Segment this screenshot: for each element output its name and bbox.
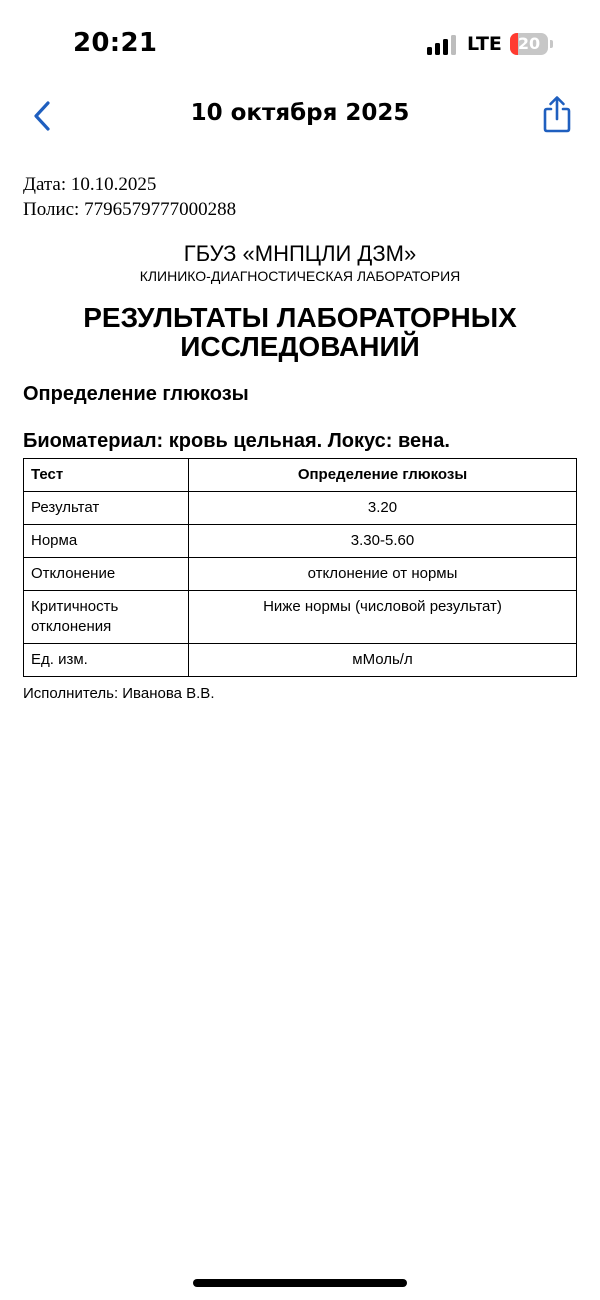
row-value: мМоль/л (189, 644, 577, 677)
table-row (24, 492, 577, 525)
policy-number: Полис: 7796579777000288 (23, 199, 237, 220)
test-section-title: Определение глюкозы (23, 383, 249, 405)
page-title: 10 октября 2025 (190, 100, 410, 126)
share-icon (540, 94, 574, 134)
cellular-signal-icon (427, 35, 459, 55)
executor-line: Исполнитель: Иванова В.В. (23, 685, 215, 702)
results-table (23, 458, 577, 677)
report-title: РЕЗУЛЬТАТЫ ЛАБОРАТОРНЫХ ИССЛЕДОВАНИЙ (83, 302, 517, 362)
home-indicator[interactable] (193, 1279, 407, 1287)
row-value: 3.20 (189, 492, 577, 525)
biomaterial-line: Биоматериал: кровь цельная. Локус: вена. (23, 430, 450, 452)
battery-level: 20 (517, 34, 541, 53)
header-test-name: Определение глюкозы (189, 459, 577, 492)
nav-bar (0, 90, 600, 142)
row-label: Результат (24, 492, 189, 525)
row-value: Ниже нормы (числовой результат) (189, 591, 577, 644)
row-value: отклонение от нормы (189, 558, 577, 591)
organization-name: ГБУЗ «МНПЦЛИ ДЗМ» (183, 241, 417, 266)
row-label: Отклонение (24, 558, 189, 591)
report-date: Дата: 10.10.2025 (23, 174, 157, 195)
table-row (24, 525, 577, 558)
share-button[interactable] (540, 94, 574, 134)
table-row (24, 644, 577, 677)
battery-icon (510, 33, 548, 55)
row-label: Норма (24, 525, 189, 558)
table-row (24, 591, 577, 644)
battery-tip (550, 40, 553, 48)
row-value: 3.30-5.60 (189, 525, 577, 558)
network-type: LTE (467, 33, 502, 55)
status-time: 20:21 (73, 28, 158, 58)
row-label: Ед. изм. (24, 644, 189, 677)
table-header-row (24, 459, 577, 492)
header-test: Тест (24, 459, 189, 492)
organization-subtitle: КЛИНИКО-ДИАГНОСТИЧЕСКАЯ ЛАБОРАТОРИЯ (139, 268, 461, 284)
row-label: Критичность отклонения (24, 591, 189, 644)
table-row (24, 558, 577, 591)
lab-report-document (23, 172, 577, 704)
status-bar (0, 0, 600, 90)
